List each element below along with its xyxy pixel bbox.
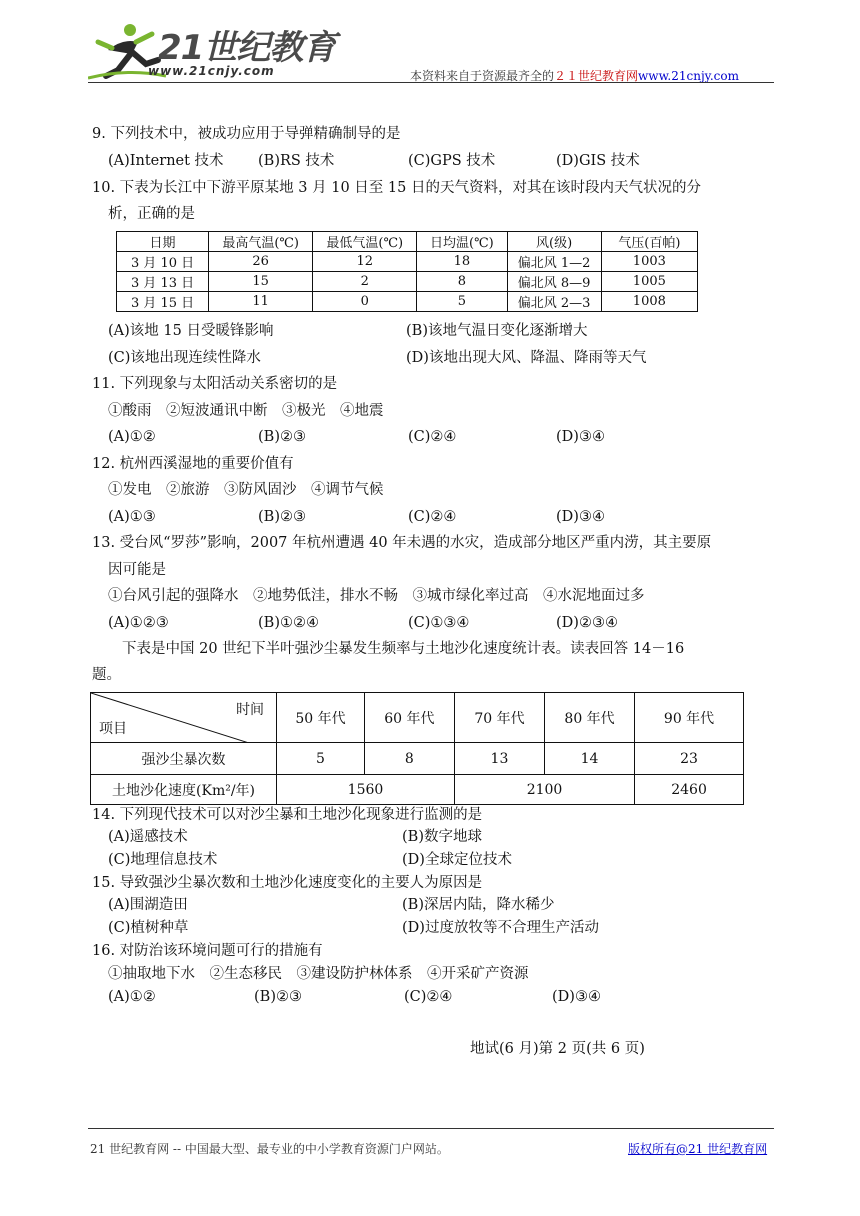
table-cell: 1560 (277, 775, 455, 805)
table-header-cell: 最高气温(℃) (209, 232, 313, 252)
table-cell: 5 (277, 743, 365, 775)
q9-option-c: (C)GPS 技术 (408, 153, 496, 169)
page-number: 地试(6 月)第 2 页(共 6 页) (470, 1041, 645, 1057)
footer-text: 21 世纪教育网 -- 中国最大型、最专业的中小学教育资源门户网站。 (90, 1142, 449, 1156)
q12-stem: 12. 杭州西溪湿地的重要价值有 (92, 456, 294, 472)
q10-option-c: (C)该地出现连续性降水 (108, 350, 261, 366)
logo-url: www.21cnjy.com (148, 64, 275, 78)
q11-items: ①酸雨 ②短波通讯中断 ③极光 ④地震 (108, 403, 384, 419)
q12-option-c: (C)②④ (408, 509, 457, 525)
table-cell: 2100 (454, 775, 634, 805)
q16-option-b: (B)②③ (254, 989, 302, 1005)
table-row (117, 252, 698, 272)
table-cell: 12 (313, 252, 417, 272)
table-row-label: 土地沙化速度(Km²/年) (91, 775, 277, 805)
q13-stem-1: 13. 受台风“罗莎”影响，2007 年杭州遭遇 40 年未遇的水灾，造成部分地区严重内涝，其主要原 (92, 535, 712, 551)
q11-option-c: (C)②④ (408, 429, 457, 445)
table-cell: 0 (313, 292, 417, 312)
table-cell: 1008 (601, 292, 697, 312)
table-cell: 1005 (601, 272, 697, 292)
table-cell: 偏北风 1—2 (507, 252, 601, 272)
q9-stem: 9. 下列技术中，被成功应用于导弹精确制导的是 (92, 126, 401, 142)
intro-line-2: 题。 (92, 667, 121, 683)
table-cell: 5 (417, 292, 507, 312)
table-cell: 18 (417, 252, 507, 272)
q11-option-a: (A)①② (108, 429, 156, 445)
q10-option-d: (D)该地出现大风、降温、降雨等天气 (406, 350, 647, 366)
table-cell: 3 月 10 日 (117, 252, 209, 272)
table-cell: 11 (209, 292, 313, 312)
table-cell: 8 (417, 272, 507, 292)
table-cell: 3 月 15 日 (117, 292, 209, 312)
table-cell: 13 (454, 743, 544, 775)
corner-top-label: 时间 (236, 702, 265, 718)
table-header-cell: 风(级) (507, 232, 601, 252)
q11-stem: 11. 下列现象与太阳活动关系密切的是 (92, 376, 338, 392)
weather-table (116, 231, 698, 312)
q16-items: ①抽取地下水 ②生态移民 ③建设防护林体系 ④开采矿产资源 (108, 966, 529, 982)
q12-option-a: (A)①③ (108, 509, 156, 525)
q13-option-d: (D)②③④ (556, 615, 618, 631)
table-header-row (91, 693, 744, 743)
q13-stem-2: 因可能是 (108, 562, 166, 578)
q14-option-a: (A)遥感技术 (108, 829, 188, 845)
sandstorm-table (90, 692, 744, 805)
q11-option-d: (D)③④ (556, 429, 605, 445)
table-cell: 偏北风 8—9 (507, 272, 601, 292)
table-row (117, 272, 698, 292)
q10-option-b: (B)该地气温日变化逐渐增大 (406, 323, 588, 339)
q12-items: ①发电 ②旅游 ③防风固沙 ④调节气候 (108, 482, 384, 498)
table-row (117, 292, 698, 312)
header-note-prefix: 本资料来自于资源最齐全的 (410, 69, 555, 83)
q10-option-a: (A)该地 15 日受暖锋影响 (108, 323, 274, 339)
q14-option-b: (B)数字地球 (402, 829, 482, 845)
table-header-cell: 气压(百帕) (601, 232, 697, 252)
table-cell: 偏北风 2—3 (507, 292, 601, 312)
q11-option-b: (B)②③ (258, 429, 306, 445)
corner-bottom-label: 项目 (99, 721, 127, 737)
q13-items: ①台风引起的强降水 ②地势低洼，排水不畅 ③城市绿化率过高 ④水泥地面过多 (108, 588, 645, 604)
footer-divider (88, 1128, 774, 1129)
table-cell: 2460 (635, 775, 744, 805)
header-divider (88, 82, 774, 83)
q13-option-b: (B)①②④ (258, 615, 319, 631)
table-row (91, 775, 744, 805)
q15-stem: 15. 导致强沙尘暴次数和土地沙化速度变化的主要人为原因是 (92, 875, 483, 891)
q14-option-d: (D)全球定位技术 (402, 852, 512, 868)
q16-option-a: (A)①② (108, 989, 156, 1005)
table-corner-cell (91, 693, 277, 743)
q13-option-c: (C)①③④ (408, 615, 470, 631)
table-header-cell: 80 年代 (545, 693, 635, 743)
table-header-cell: 日期 (117, 232, 209, 252)
q15-option-c: (C)植树种草 (108, 920, 189, 936)
table-header-cell: 最低气温(℃) (313, 232, 417, 252)
header-note-url[interactable]: www.21cnjy.com (638, 69, 739, 83)
q16-option-d: (D)③④ (552, 989, 601, 1005)
table-row (91, 743, 744, 775)
q12-option-d: (D)③④ (556, 509, 605, 525)
table-header-cell: 50 年代 (277, 693, 365, 743)
header-note-brand: ２１世纪教育网 (554, 69, 639, 83)
q12-option-b: (B)②③ (258, 509, 306, 525)
table-cell: 23 (635, 743, 744, 775)
q14-stem: 14. 下列现代技术可以对沙尘暴和土地沙化现象进行监测的是 (92, 807, 483, 823)
table-cell: 8 (364, 743, 454, 775)
q9-option-b: (B)RS 技术 (258, 153, 335, 169)
logo-text: 21世纪教育 (158, 28, 336, 68)
table-cell: 15 (209, 272, 313, 292)
intro-line-1: 下表是中国 20 世纪下半叶强沙尘暴发生频率与土地沙化速度统计表。读表回答 14－16 (122, 641, 685, 657)
q15-option-d: (D)过度放牧等不合理生产活动 (402, 920, 599, 936)
table-header-cell: 60 年代 (364, 693, 454, 743)
table-header-cell: 90 年代 (635, 693, 744, 743)
table-header-cell: 日均温(℃) (417, 232, 507, 252)
table-cell: 1003 (601, 252, 697, 272)
footer-copyright-link[interactable]: 版权所有@21 世纪教育网 (628, 1142, 768, 1156)
q15-option-b: (B)深居内陆，降水稀少 (402, 897, 555, 913)
q15-option-a: (A)围湖造田 (108, 897, 188, 913)
table-cell: 2 (313, 272, 417, 292)
q9-option-d: (D)GIS 技术 (556, 153, 640, 169)
q10-stem-2: 析，正确的是 (108, 206, 195, 222)
q16-option-c: (C)②④ (404, 989, 453, 1005)
table-cell: 14 (545, 743, 635, 775)
q13-option-a: (A)①②③ (108, 615, 169, 631)
q10-stem-1: 10. 下表为长江中下游平原某地 3 月 10 日至 15 日的天气资料，对其在该时段内天气状况的分 (92, 180, 701, 196)
table-header-cell: 70 年代 (454, 693, 544, 743)
q9-option-a: (A)Internet 技术 (108, 153, 224, 169)
q14-option-c: (C)地理信息技术 (108, 852, 218, 868)
table-row-label: 强沙尘暴次数 (91, 743, 277, 775)
table-cell: 26 (209, 252, 313, 272)
table-cell: 3 月 13 日 (117, 272, 209, 292)
table-header-row (117, 232, 698, 252)
q16-stem: 16. 对防治该环境问题可行的措施有 (92, 943, 323, 959)
